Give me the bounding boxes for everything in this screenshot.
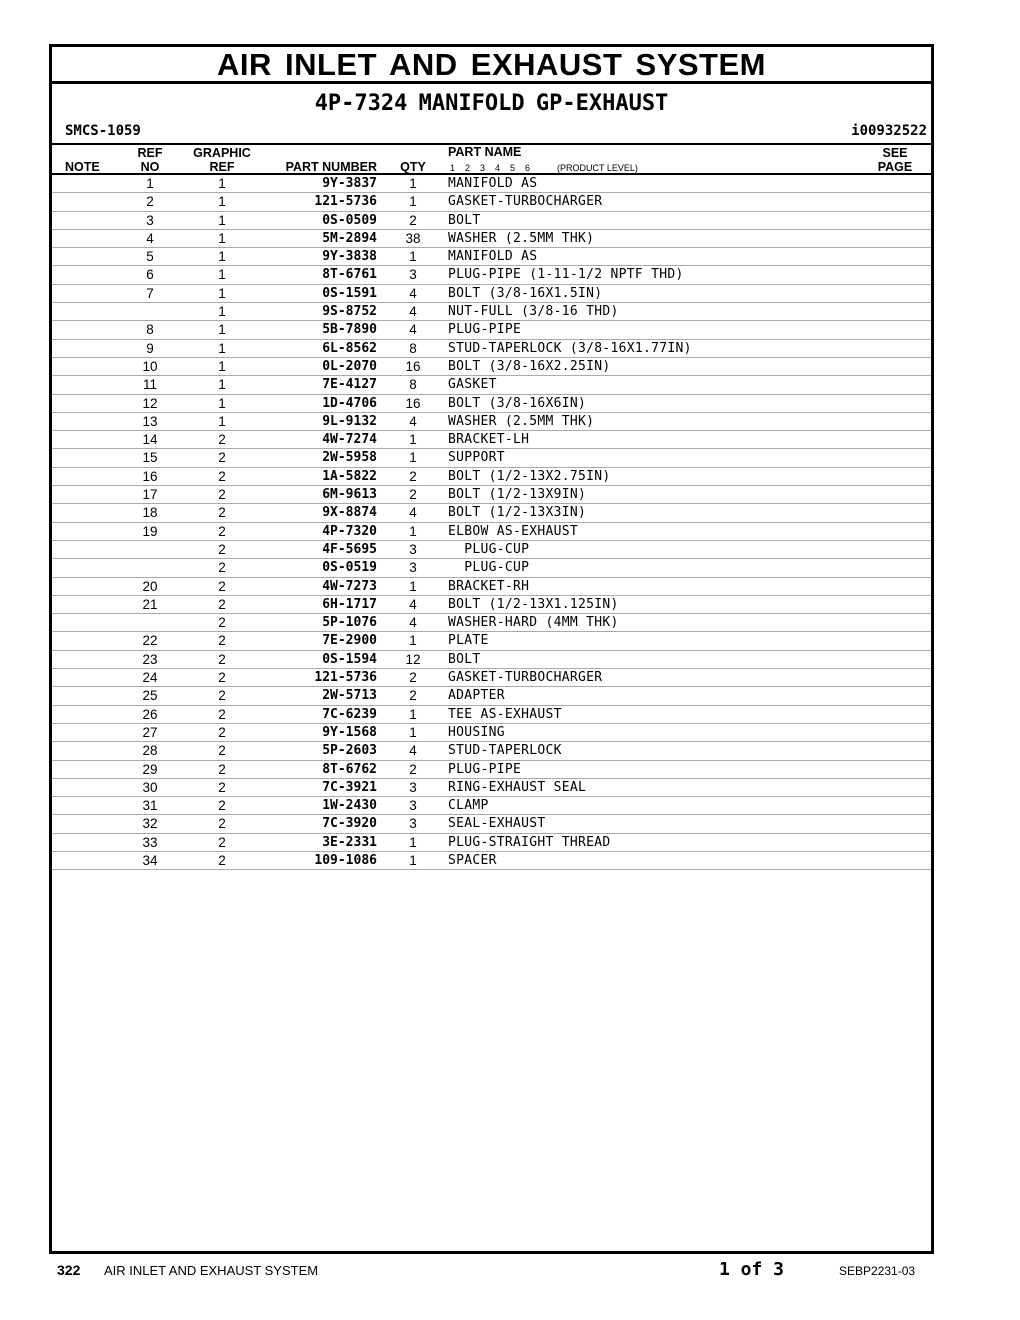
part-number: 4W-7274	[322, 432, 377, 448]
graphic-ref: 1	[218, 176, 226, 191]
part-name: BOLT (3/8-16X1.5IN)	[448, 285, 603, 301]
part-number: 121-5736	[314, 670, 377, 686]
part-name: HOUSING	[448, 724, 505, 740]
header-ref-bottom: NO	[140, 160, 160, 174]
quantity: 2	[409, 670, 417, 686]
graphic-ref: 2	[218, 487, 226, 503]
graphic-ref: 2	[218, 798, 226, 814]
graphic-ref: 2	[218, 541, 226, 557]
table-row	[52, 175, 931, 193]
table-row	[52, 212, 931, 230]
part-name: BOLT	[448, 212, 481, 228]
ref-no: 8	[146, 322, 154, 338]
ref-no: 30	[142, 779, 158, 795]
ref-no: 26	[142, 706, 158, 722]
section-title: AIR INLET AND EXHAUST SYSTEM	[52, 47, 931, 84]
table-row	[52, 687, 931, 705]
header-graphic-top: GRAPHIC	[193, 146, 251, 160]
quantity: 4	[409, 505, 417, 521]
part-number: 1A-5822	[322, 468, 377, 484]
part-name: NUT-FULL (3/8-16 THD)	[448, 304, 619, 320]
table-row	[52, 632, 931, 650]
part-number: 8T-6761	[322, 267, 377, 283]
graphic-ref: 2	[218, 779, 226, 795]
table-row	[52, 614, 931, 632]
ref-no: 1	[146, 176, 154, 191]
graphic-ref: 2	[218, 670, 226, 686]
table-row	[52, 340, 931, 358]
quantity: 3	[409, 541, 417, 557]
part-name: PLUG-CUP	[448, 541, 530, 557]
graphic-ref: 2	[218, 651, 226, 667]
table-row	[52, 504, 931, 522]
graphic-ref: 2	[218, 724, 226, 740]
table-row	[52, 321, 931, 339]
quantity: 4	[409, 285, 417, 301]
graphic-ref: 2	[218, 615, 226, 631]
table-row	[52, 651, 931, 669]
ref-no: 18	[142, 505, 158, 521]
ref-no: 27	[142, 724, 158, 740]
ref-no: 17	[142, 487, 158, 503]
table-row	[52, 449, 931, 467]
ref-no: 22	[142, 633, 158, 649]
graphic-ref: 2	[218, 578, 226, 594]
part-name: WASHER (2.5MM THK)	[448, 413, 595, 429]
graphic-ref: 2	[218, 761, 226, 777]
footer-section: AIR INLET AND EXHAUST SYSTEM	[104, 1263, 319, 1278]
part-number: 0S-0519	[322, 560, 377, 576]
table-row	[52, 742, 931, 760]
quantity: 1	[409, 633, 417, 649]
ref-no: 33	[142, 834, 158, 850]
graphic-ref: 1	[218, 358, 226, 374]
part-name: TEE AS-EXHAUST	[448, 706, 562, 722]
graphic-ref: 2	[218, 633, 226, 649]
header-part-name: PART NAME	[448, 145, 522, 159]
ref-no: 15	[142, 450, 158, 466]
column-headers	[52, 145, 931, 175]
part-number: 7E-2900	[322, 633, 377, 649]
graphic-ref: 1	[218, 194, 226, 210]
quantity: 16	[405, 358, 421, 374]
part-name: GASKET-TURBOCHARGER	[448, 670, 603, 686]
table-row	[52, 358, 931, 376]
quantity: 16	[405, 395, 421, 411]
table-row	[52, 395, 931, 413]
part-name: WASHER-HARD (4MM THK)	[448, 615, 619, 631]
part-name: BOLT (1/2-13X9IN)	[448, 487, 587, 503]
graphic-ref: 2	[218, 688, 226, 704]
quantity: 1	[409, 706, 417, 722]
ref-no: 12	[142, 395, 158, 411]
table-row	[52, 724, 931, 742]
footer-page-number: 322	[57, 1262, 81, 1278]
quantity: 38	[405, 230, 421, 246]
graphic-ref: 1	[218, 285, 226, 301]
ref-no: 7	[146, 285, 154, 301]
table-row	[52, 230, 931, 248]
quantity: 4	[409, 743, 417, 759]
table-row	[52, 559, 931, 577]
part-number: 2W-5958	[322, 450, 377, 466]
ref-no: 23	[142, 651, 158, 667]
part-number: 6L-8562	[322, 340, 377, 356]
ref-no: 4	[146, 230, 154, 246]
ref-no: 21	[142, 596, 158, 612]
ref-no: 6	[146, 267, 154, 283]
graphic-ref: 2	[218, 816, 226, 832]
quantity: 2	[409, 688, 417, 704]
part-number: 9X-8874	[322, 505, 377, 521]
table-row	[52, 669, 931, 687]
graphic-ref: 2	[218, 596, 226, 612]
table-row	[52, 779, 931, 797]
quantity: 1	[409, 578, 417, 594]
part-name: STUD-TAPERLOCK	[448, 743, 562, 759]
graphic-ref: 2	[218, 560, 226, 576]
part-number: 109-1086	[314, 852, 377, 868]
header-qty: QTY	[400, 160, 426, 174]
smcs-code: SMCS-1059	[65, 123, 141, 139]
ref-no: 5	[146, 249, 154, 265]
table-row	[52, 486, 931, 504]
graphic-ref: 2	[218, 505, 226, 521]
part-number: 6M-9613	[322, 487, 377, 503]
part-name: ELBOW AS-EXHAUST	[448, 523, 579, 539]
quantity: 1	[409, 194, 417, 210]
table-row	[52, 596, 931, 614]
table-row	[52, 523, 931, 541]
ref-no: 29	[142, 761, 158, 777]
quantity: 8	[409, 377, 417, 393]
graphic-ref: 1	[218, 377, 226, 393]
graphic-ref: 2	[218, 432, 226, 448]
quantity: 2	[409, 761, 417, 777]
part-number: 2W-5713	[322, 688, 377, 704]
table-row	[52, 797, 931, 815]
quantity: 2	[409, 468, 417, 484]
part-number: 4F-5695	[322, 541, 377, 557]
ref-no: 19	[142, 523, 158, 539]
ref-no: 28	[142, 743, 158, 759]
graphic-ref: 2	[218, 523, 226, 539]
ref-no: 14	[142, 432, 158, 448]
header-see-top: SEE	[882, 146, 908, 160]
quantity: 4	[409, 596, 417, 612]
quantity: 1	[409, 450, 417, 466]
part-name: MANIFOLD AS	[448, 176, 538, 191]
parts-table	[52, 175, 931, 870]
graphic-ref: 1	[218, 267, 226, 283]
part-name: BOLT (3/8-16X2.25IN)	[448, 358, 611, 374]
graphic-ref: 2	[218, 743, 226, 759]
table-row	[52, 266, 931, 284]
graphic-ref: 1	[218, 230, 226, 246]
graphic-ref: 1	[218, 413, 226, 429]
part-name: MANIFOLD AS	[448, 249, 538, 265]
part-number: 9Y-3837	[322, 176, 377, 191]
ref-no: 20	[142, 578, 158, 594]
part-number: 3E-2331	[322, 834, 377, 850]
graphic-ref: 1	[218, 249, 226, 265]
part-number: 4P-7320	[322, 523, 377, 539]
part-number: 9S-8752	[322, 304, 377, 320]
graphic-ref: 1	[218, 322, 226, 338]
illustration-id: i00932522	[851, 123, 927, 139]
part-number: 1W-2430	[322, 798, 377, 814]
graphic-ref: 1	[218, 304, 226, 320]
part-number: 8T-6762	[322, 761, 377, 777]
part-name: BOLT (1/2-13X3IN)	[448, 505, 587, 521]
part-name: BOLT (3/8-16X6IN)	[448, 395, 587, 411]
part-name: PLATE	[448, 633, 489, 649]
quantity: 1	[409, 432, 417, 448]
quantity: 3	[409, 816, 417, 832]
part-number: 5M-2894	[322, 230, 377, 246]
part-number: 7C-6239	[322, 706, 377, 722]
graphic-ref: 2	[218, 450, 226, 466]
ref-no: 24	[142, 670, 158, 686]
quantity: 1	[409, 724, 417, 740]
part-number: 6H-1717	[322, 596, 377, 612]
quantity: 1	[409, 249, 417, 265]
table-row	[52, 578, 931, 596]
part-name: SUPPORT	[448, 450, 505, 466]
ref-no: 13	[142, 413, 158, 429]
part-name: STUD-TAPERLOCK (3/8-16X1.77IN)	[448, 340, 692, 356]
part-number: 0S-1591	[322, 285, 377, 301]
table-row	[52, 541, 931, 559]
ref-no: 2	[146, 194, 154, 210]
ref-no: 25	[142, 688, 158, 704]
part-name: BOLT (1/2-13X2.75IN)	[448, 468, 611, 484]
part-name: BOLT	[448, 651, 481, 667]
ref-no: 31	[142, 798, 158, 814]
quantity: 1	[409, 176, 417, 191]
ref-no: 16	[142, 468, 158, 484]
header-levels: 1 2 3 4 5 6	[450, 163, 531, 173]
ref-no: 9	[146, 340, 154, 356]
part-number: 121-5736	[314, 194, 377, 210]
group-title: 4P-7324 MANIFOLD GP-EXHAUST	[314, 91, 669, 116]
part-number: 4W-7273	[322, 578, 377, 594]
quantity: 1	[409, 834, 417, 850]
graphic-ref: 2	[218, 852, 226, 868]
part-number: 5P-2603	[322, 743, 377, 759]
table-row	[52, 815, 931, 833]
quantity: 3	[409, 798, 417, 814]
part-name: PLUG-PIPE	[448, 761, 522, 777]
part-number: 7C-3920	[322, 816, 377, 832]
header-ref-top: REF	[137, 146, 163, 160]
graphic-ref: 1	[218, 212, 226, 228]
part-number: 9Y-3838	[322, 249, 377, 265]
graphic-ref: 1	[218, 395, 226, 411]
part-number: 5B-7890	[322, 322, 377, 338]
part-name: RING-EXHAUST SEAL	[448, 779, 587, 795]
part-name: BOLT (1/2-13X1.125IN)	[448, 596, 619, 612]
part-name: CLAMP	[448, 798, 489, 814]
table-row	[52, 285, 931, 303]
table-row	[52, 376, 931, 394]
table-row	[52, 303, 931, 321]
part-number: 7C-3921	[322, 779, 377, 795]
header-note: NOTE	[65, 160, 100, 174]
part-number: 9Y-1568	[322, 724, 377, 740]
part-name: PLUG-STRAIGHT THREAD	[448, 834, 611, 850]
ref-no: 34	[142, 852, 158, 868]
header-product-level: (PRODUCT LEVEL)	[557, 163, 638, 173]
table-row	[52, 248, 931, 266]
ref-no: 10	[142, 358, 158, 374]
footer-doc-id: SEBP2231-03	[839, 1264, 916, 1278]
quantity: 8	[409, 340, 417, 356]
quantity: 1	[409, 523, 417, 539]
table-row	[52, 761, 931, 779]
part-name: SEAL-EXHAUST	[448, 816, 546, 832]
part-name: PLUG-CUP	[448, 560, 530, 576]
quantity: 4	[409, 413, 417, 429]
part-number: 0S-1594	[322, 651, 377, 667]
quantity: 2	[409, 212, 417, 228]
part-number: 0L-2070	[322, 358, 377, 374]
quantity: 3	[409, 267, 417, 283]
table-row	[52, 834, 931, 852]
part-name: PLUG-PIPE (1-11-1/2 NPTF THD)	[448, 267, 684, 283]
ref-no: 11	[142, 377, 157, 393]
table-row	[52, 413, 931, 431]
quantity: 3	[409, 779, 417, 795]
quantity: 3	[409, 560, 417, 576]
part-number: 0S-0509	[322, 212, 377, 228]
part-name: GASKET-TURBOCHARGER	[448, 194, 603, 210]
graphic-ref: 2	[218, 834, 226, 850]
footer-page-of: 1 of 3	[719, 1259, 785, 1280]
part-number: 1D-4706	[322, 395, 377, 411]
quantity: 12	[405, 651, 421, 667]
quantity: 4	[409, 615, 417, 631]
header-part-number: PART NUMBER	[285, 160, 377, 174]
part-name: BRACKET-RH	[448, 578, 530, 594]
graphic-ref: 1	[218, 340, 226, 356]
part-name: SPACER	[448, 852, 497, 868]
part-number: 7E-4127	[322, 377, 377, 393]
page-frame	[49, 44, 934, 1254]
part-name: WASHER (2.5MM THK)	[448, 230, 595, 246]
quantity: 1	[409, 852, 417, 868]
ref-no: 32	[142, 816, 158, 832]
part-number: 9L-9132	[322, 413, 377, 429]
part-name: ADAPTER	[448, 688, 505, 704]
graphic-ref: 2	[218, 468, 226, 484]
part-number: 5P-1076	[322, 615, 377, 631]
header-see-bottom: PAGE	[877, 160, 913, 174]
quantity: 4	[409, 322, 417, 338]
meta-row	[52, 123, 931, 143]
part-name: PLUG-PIPE	[448, 322, 522, 338]
table-row	[52, 706, 931, 724]
part-name: GASKET	[448, 377, 497, 393]
table-row	[52, 468, 931, 486]
quantity: 2	[409, 487, 417, 503]
part-name: BRACKET-LH	[448, 432, 530, 448]
header-graphic-bottom: REF	[209, 160, 235, 174]
quantity: 4	[409, 304, 417, 320]
ref-no: 3	[146, 212, 154, 228]
table-row	[52, 193, 931, 211]
table-row	[52, 852, 931, 870]
graphic-ref: 2	[218, 706, 226, 722]
page-footer	[0, 1260, 1020, 1284]
table-row	[52, 431, 931, 449]
